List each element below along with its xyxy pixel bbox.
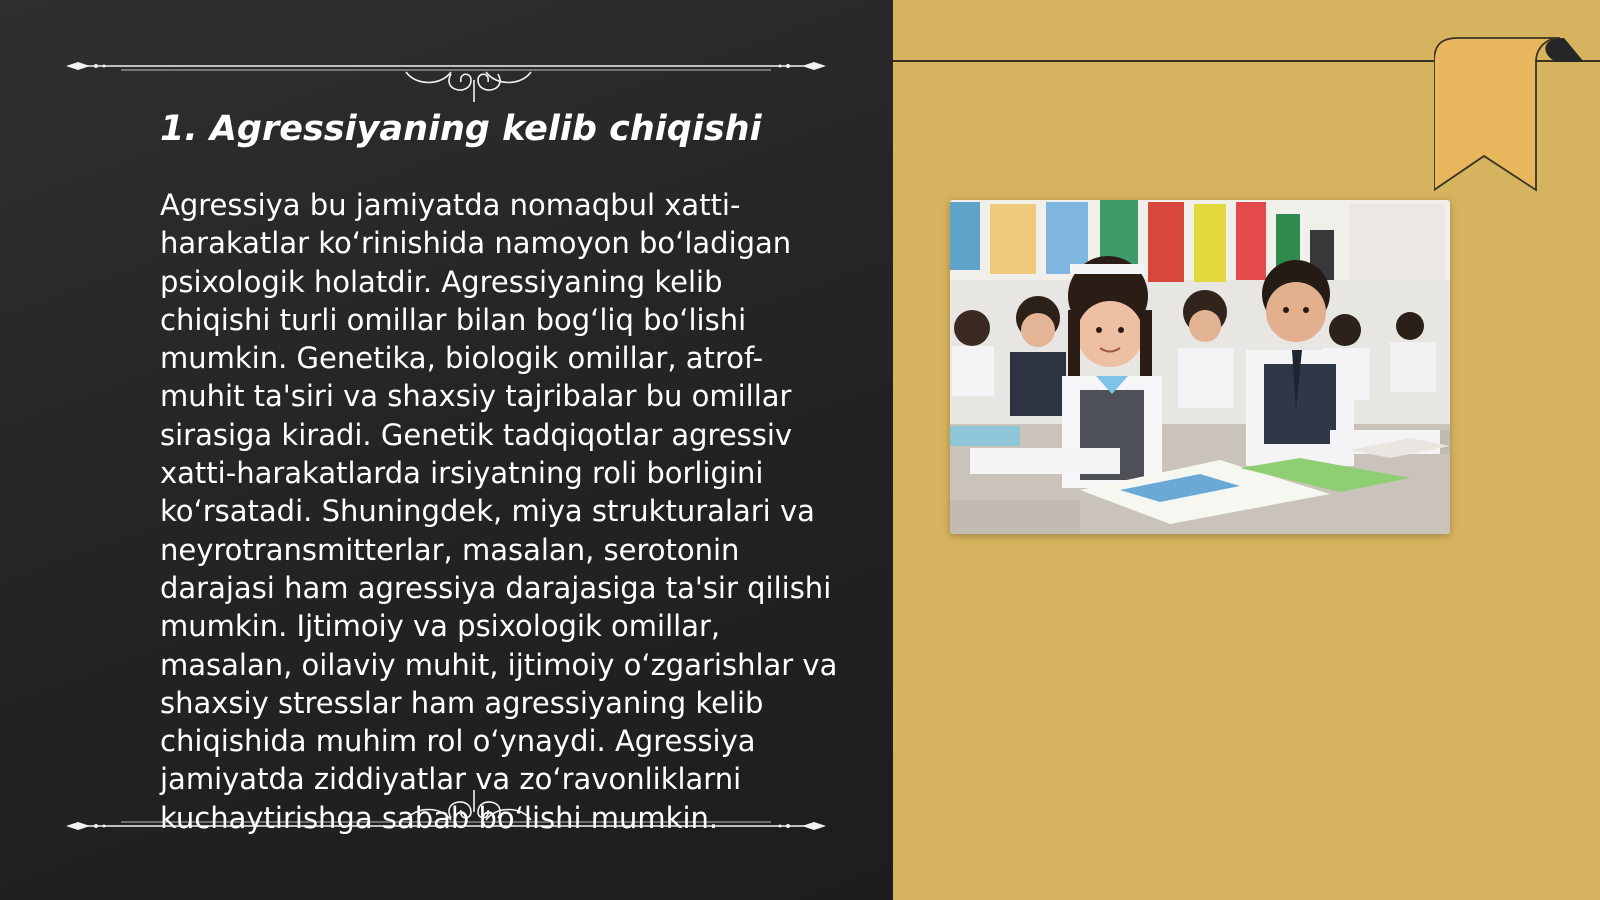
ornamental-divider-top-icon (66, 50, 826, 110)
slide-body-text: Agressiya bu jamiyatda nomaqbul xatti-harakatlar ko‘rinishida namoyon bo‘ladigan psixologik holatdir. Agressiyaning kelib chiqishi turli omillar bilan bog‘liq bo‘lishi mumkin. Genetika, biologik omillar, atrof-muhit ta'siri va shaxsiy tajribalar bu omillar sirasiga kiradi. Genetik tadqiqotlar agressiv xatti-harakatlarda irsiyatning roli borligini ko‘rsatadi. Shuningdek, miya strukturalari va neyrotransmitterlar, masalan, serotonin darajasi ham agressiya darajasiga ta'sir qilishi mumkin. Ijtimoiy va psixologik omillar, masalan, oilaviy muhit, ijtimoiy o‘zgarishlar va shaxsiy stresslar ham agressiyaning kelib chiqishida muhim rol o‘ynaydi. Agressiya jamiyatda ziddiyatlar va zo‘ravonliklarni kuchaytirishga sabab bo‘lishi mumkin. (160, 188, 838, 835)
slide-title: 1. Agressiyaning kelib chiqishi (160, 109, 762, 149)
classroom-photo (950, 200, 1450, 534)
ornamental-divider-bottom-icon (66, 780, 826, 840)
bookmark-ribbon-icon (1434, 34, 1584, 204)
